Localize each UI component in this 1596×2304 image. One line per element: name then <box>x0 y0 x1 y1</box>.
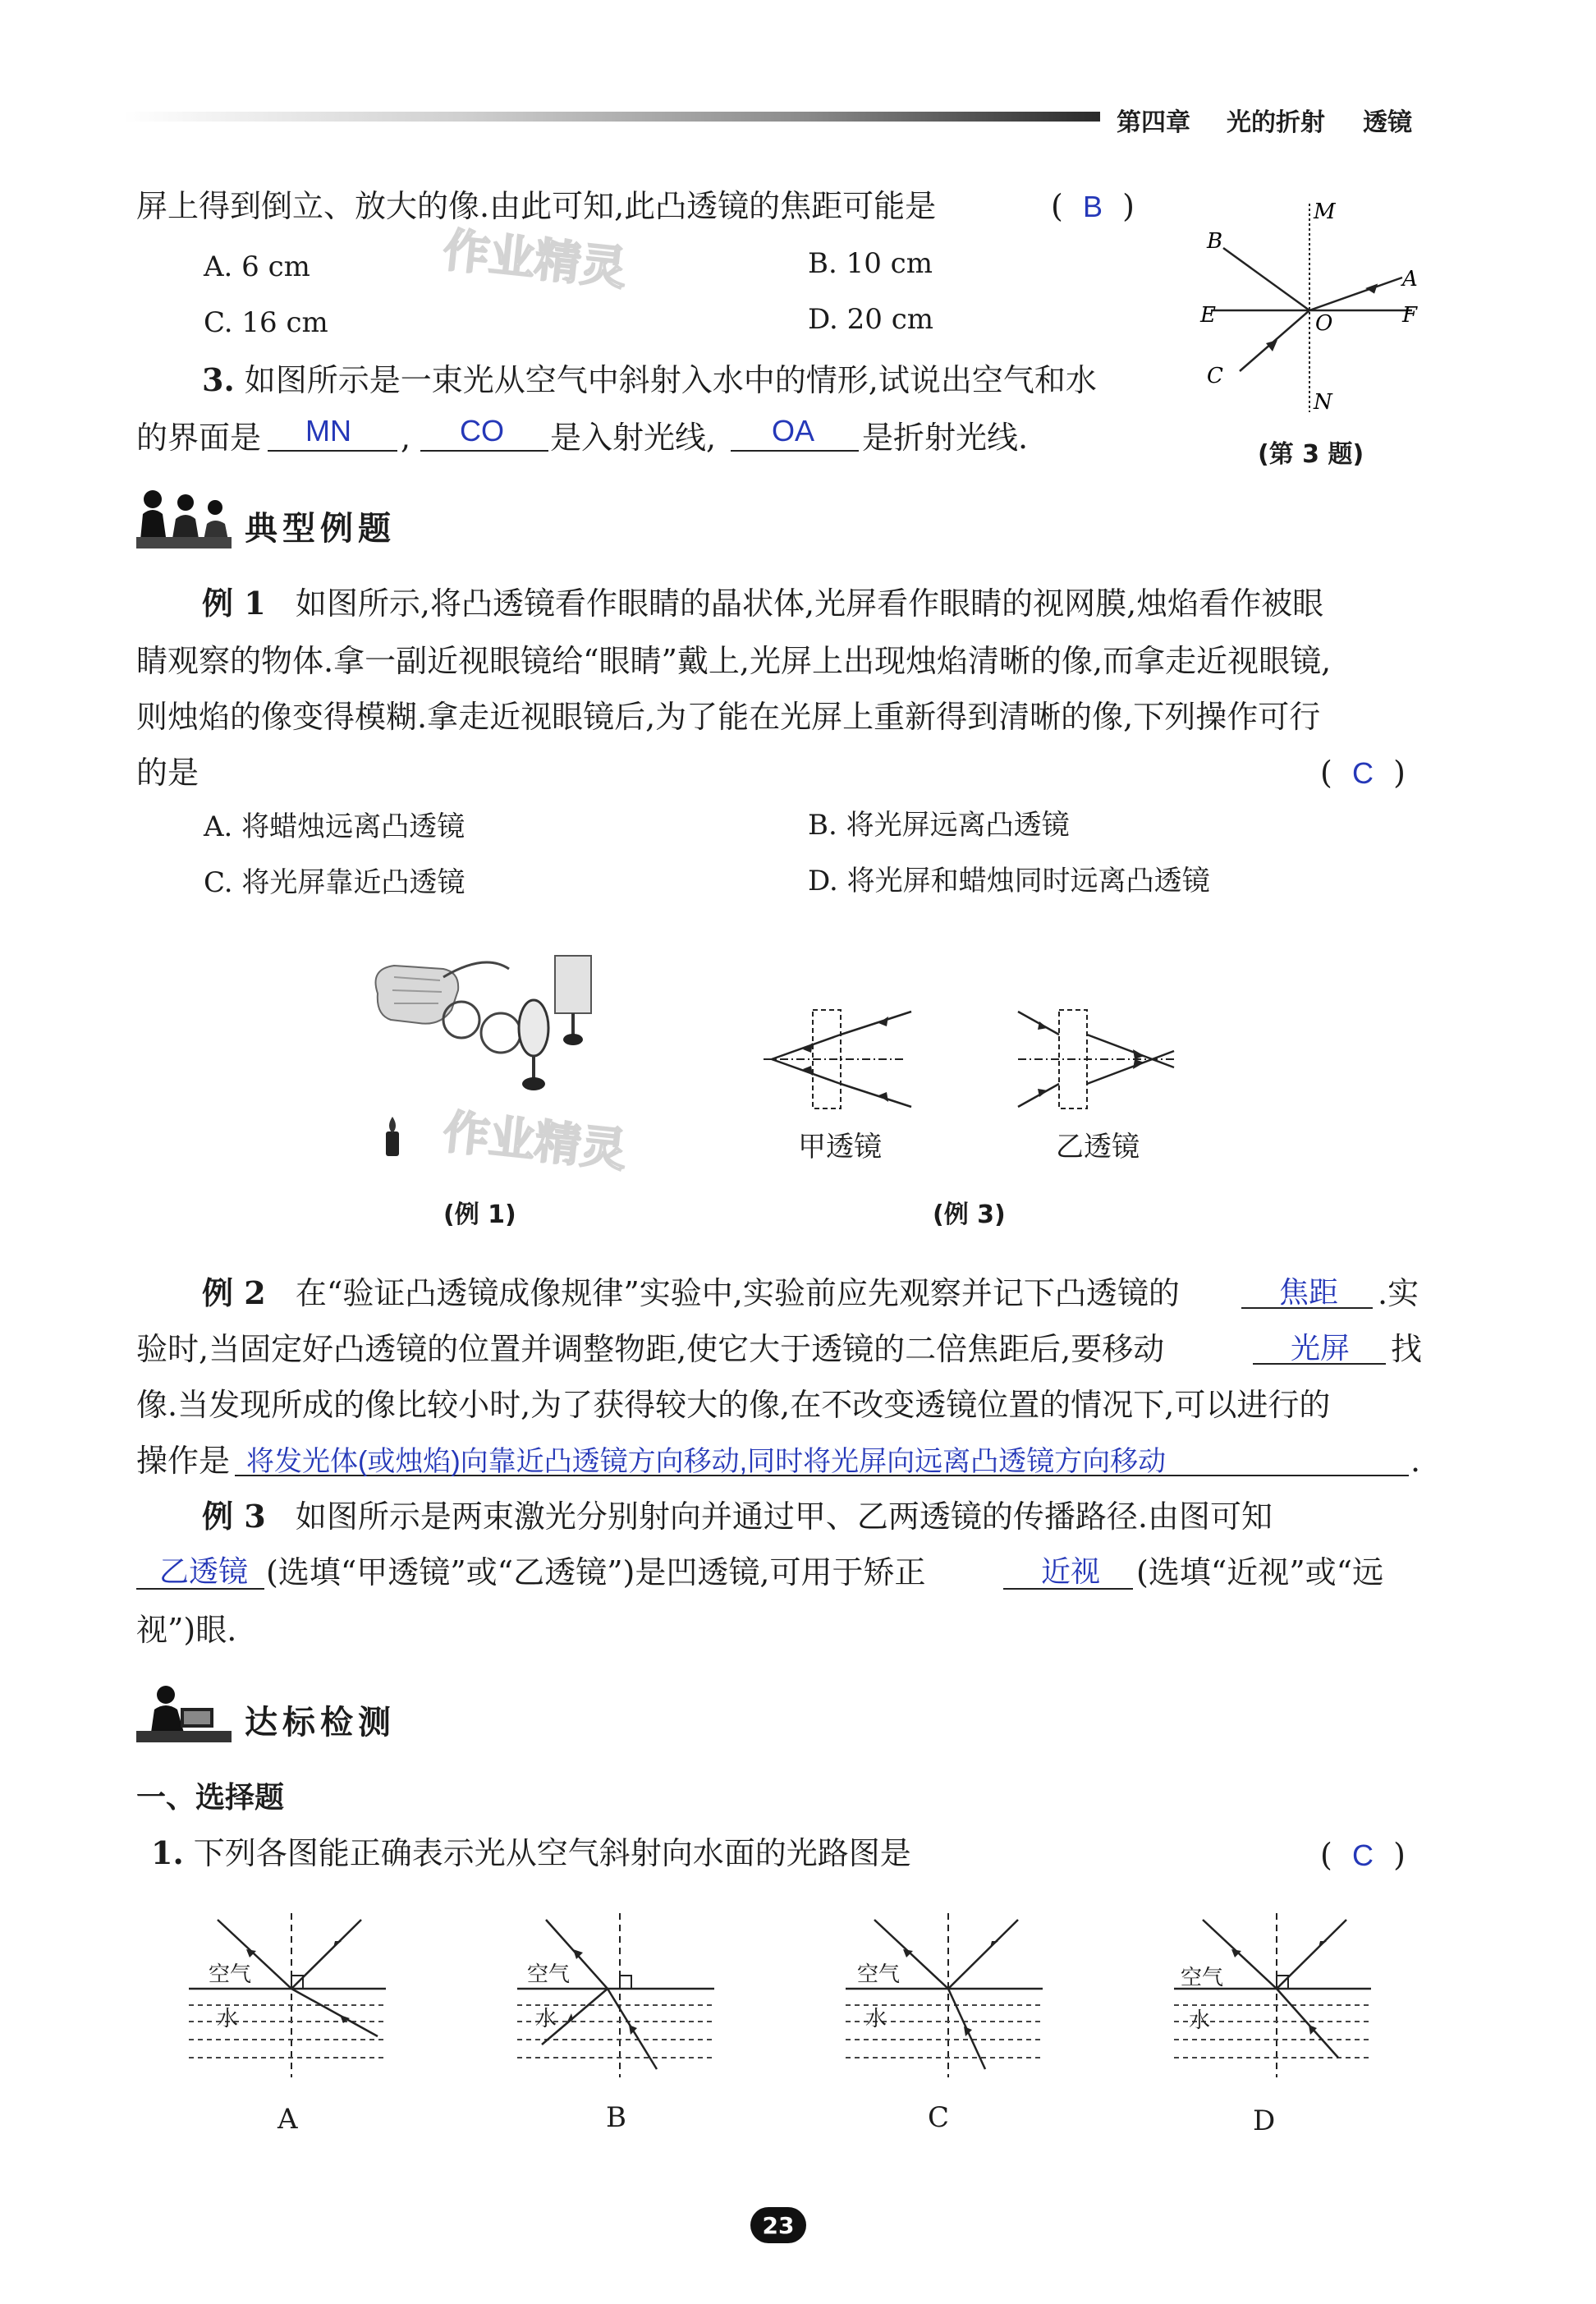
header-subtitle: 透镜 <box>1363 108 1412 137</box>
q2-stem: 屏上得到倒立、放大的像.由此可知,此凸透镜的焦距可能是 <box>136 188 937 224</box>
q3-line1-text: 如图所示是一束光从空气中斜射入水中的情形,试说出空气和水 <box>244 362 1097 398</box>
part1-title: 一、选择题 <box>136 1781 285 1815</box>
ex1-line2: 睛观察的物体.拿一副近视眼镜给“眼睛”戴上,光屏上出现烛焰清晰的像,而拿走近视眼镜, <box>136 643 1332 679</box>
ex2-line1 <box>202 1274 1180 1311</box>
ex1-line1 <box>202 585 1324 622</box>
header-rule <box>123 112 1100 122</box>
label-m: M <box>1314 200 1336 224</box>
ray-ob <box>1223 248 1309 310</box>
diagram-d <box>1174 1913 1371 2077</box>
q2-option-b: B. 10 cm <box>808 247 933 280</box>
lens-jia <box>764 1010 911 1108</box>
ex2-line4: 操作是 <box>136 1443 231 1479</box>
ex2-answer-operation: 将发光体(或烛焰)向靠近凸透镜方向移动,同时将光屏向远离凸透镜方向移动 <box>246 1446 1167 1477</box>
q3-figure-caption: (第 3 题) <box>1258 440 1364 469</box>
ex3-answer-lens: 乙透镜 <box>159 1554 249 1588</box>
lens-yi <box>1018 1010 1174 1108</box>
part1-q1-stem: 下列各图能正确表示光从空气斜射向水面的光路图是 <box>193 1835 911 1871</box>
ex2-line1-text: 在“验证凸透镜成像规律”实验中,实验前应先观察并记下凸透镜的 <box>295 1275 1180 1311</box>
ex3-figure <box>755 994 1182 1125</box>
label-n: N <box>1314 390 1332 415</box>
ex2-line1-end: .实 <box>1378 1275 1419 1311</box>
ex1-option-c: C. 将光屏靠近凸透镜 <box>204 866 466 899</box>
ex2-line3: 像.当发现所成的像比较小时,为了获得较大的像,在不改变透镜位置的情况下,可以进行的 <box>136 1387 1331 1423</box>
header-chapter: 第四章 <box>1117 108 1190 137</box>
q3-answer-co: CO <box>460 414 504 447</box>
ex2-line4-end: . <box>1410 1443 1421 1479</box>
label-air-b: 空气 <box>527 1962 571 1987</box>
part1-q1-answer-bracket: ( C ) <box>1320 1837 1406 1873</box>
q3-number: 3. <box>202 361 235 398</box>
desk-person-icon <box>135 1680 233 1746</box>
q2-answer: B <box>1082 190 1103 223</box>
ex2-line2: 验时,当固定好凸透镜的位置并调整物距,使它大于透镜的二倍焦距后,要移动 <box>136 1331 1165 1367</box>
q3-seg2: 是入射光线, <box>550 420 717 456</box>
ex3-line2: (选填“甲透镜”或“乙透镜”)是凹透镜,可用于矫正 <box>266 1554 926 1590</box>
q3-seg3: 是折射光线. <box>862 420 1029 456</box>
ex3-line2-end: (选填“近视”或“远 <box>1136 1554 1384 1590</box>
header-title: 光的折射 <box>1227 108 1325 137</box>
q1-option-c: C <box>928 2101 950 2134</box>
ex1-line4: 的是 <box>136 755 200 791</box>
people-icon <box>135 486 233 552</box>
label-o: O <box>1315 311 1333 336</box>
ex1-option-d: D. 将光屏和蜡烛同时远离凸透镜 <box>808 865 1210 897</box>
watermark: 作业精灵 <box>440 223 630 296</box>
ex2-line2-end: 找 <box>1391 1331 1423 1367</box>
label-water-b: 水 <box>535 2007 557 2031</box>
q1-option-b: B <box>606 2101 626 2134</box>
label-c: C <box>1207 364 1223 388</box>
q3-blank2-line <box>420 450 548 452</box>
label-water-d: 水 <box>1189 2008 1211 2033</box>
diagram-c <box>846 1913 1043 2077</box>
q2-option-c: C. 16 cm <box>204 306 328 339</box>
ray-oa <box>1309 278 1402 310</box>
label-air-c: 空气 <box>857 1962 901 1987</box>
ex1-line3: 则烛焰的像变得模糊.拿走近视眼镜后,为了能在光屏上重新得到清晰的像,下列操作可行 <box>136 699 1321 735</box>
watermark-2: 作业精灵 <box>440 1105 630 1178</box>
ex3-line1-text: 如图所示是两束激光分别射向并通过甲、乙两透镜的传播路径.由图可知 <box>295 1499 1273 1535</box>
q3-answer-mn: MN <box>305 414 351 447</box>
q3-sep: , <box>401 420 411 456</box>
ex1-answer: C <box>1351 756 1374 790</box>
label-a: A <box>1402 267 1418 291</box>
section-typical-examples-title: 典型例题 <box>245 510 396 548</box>
q3-line1 <box>202 361 1097 398</box>
label-water-a: 水 <box>217 2007 239 2031</box>
ex3-figure-caption: (例 3) <box>933 1200 1006 1229</box>
section-standard-test-title: 达标检测 <box>245 1704 396 1742</box>
ex1-line1-text: 如图所示,将凸透镜看作眼睛的晶状体,光屏看作眼睛的视网膜,烛焰看作被眼 <box>295 585 1324 622</box>
ex3-label-jia: 甲透镜 <box>798 1131 882 1163</box>
ex1-option-b: B. 将光屏远离凸透镜 <box>808 809 1070 842</box>
label-air-d: 空气 <box>1181 1966 1224 1990</box>
ex1-label: 例 1 <box>202 585 266 622</box>
q3-answer-oa: OA <box>772 414 815 447</box>
ex1-option-a: A. 将蜡烛远离凸透镜 <box>204 810 466 843</box>
ex2-label: 例 2 <box>202 1274 266 1311</box>
part1-q1-number: 1. <box>151 1834 184 1871</box>
label-f: F <box>1402 303 1418 328</box>
ex2-answer-screen: 光屏 <box>1291 1331 1351 1365</box>
q3-blank1-line <box>268 450 397 452</box>
q2-option-a: A. 6 cm <box>204 250 310 283</box>
label-b: B <box>1207 229 1223 254</box>
label-water-c: 水 <box>865 2007 887 2031</box>
ex1-answer-bracket: ( C ) <box>1320 755 1406 791</box>
ex3-label: 例 3 <box>202 1498 266 1535</box>
q2-option-d: D. 20 cm <box>808 303 934 336</box>
diagram-b <box>517 1913 714 2077</box>
diagram-a <box>189 1913 386 2077</box>
part1-q1-line <box>151 1834 911 1871</box>
q1-option-a: A <box>277 2103 298 2136</box>
label-air-a: 空气 <box>209 1962 252 1987</box>
q3-figure <box>1190 189 1437 435</box>
ex3-line3: 视”)眼. <box>136 1612 237 1648</box>
label-e: E <box>1200 303 1216 328</box>
ex2-answer-focal: 焦距 <box>1279 1275 1339 1309</box>
ex1-figure-caption: (例 1) <box>443 1200 516 1229</box>
q2-answer-bracket: ( B ) <box>1051 188 1135 224</box>
ex3-answer-myopia: 近视 <box>1041 1554 1101 1588</box>
part1-q1-answer: C <box>1351 1838 1374 1872</box>
q3-blank3-line <box>731 450 859 452</box>
q1-option-d: D <box>1253 2104 1276 2137</box>
q3-seg1: 的界面是 <box>136 420 262 456</box>
ex3-label-yi: 乙透镜 <box>1056 1131 1140 1163</box>
ex3-line1 <box>202 1498 1273 1535</box>
page-number: 23 <box>750 2207 806 2243</box>
